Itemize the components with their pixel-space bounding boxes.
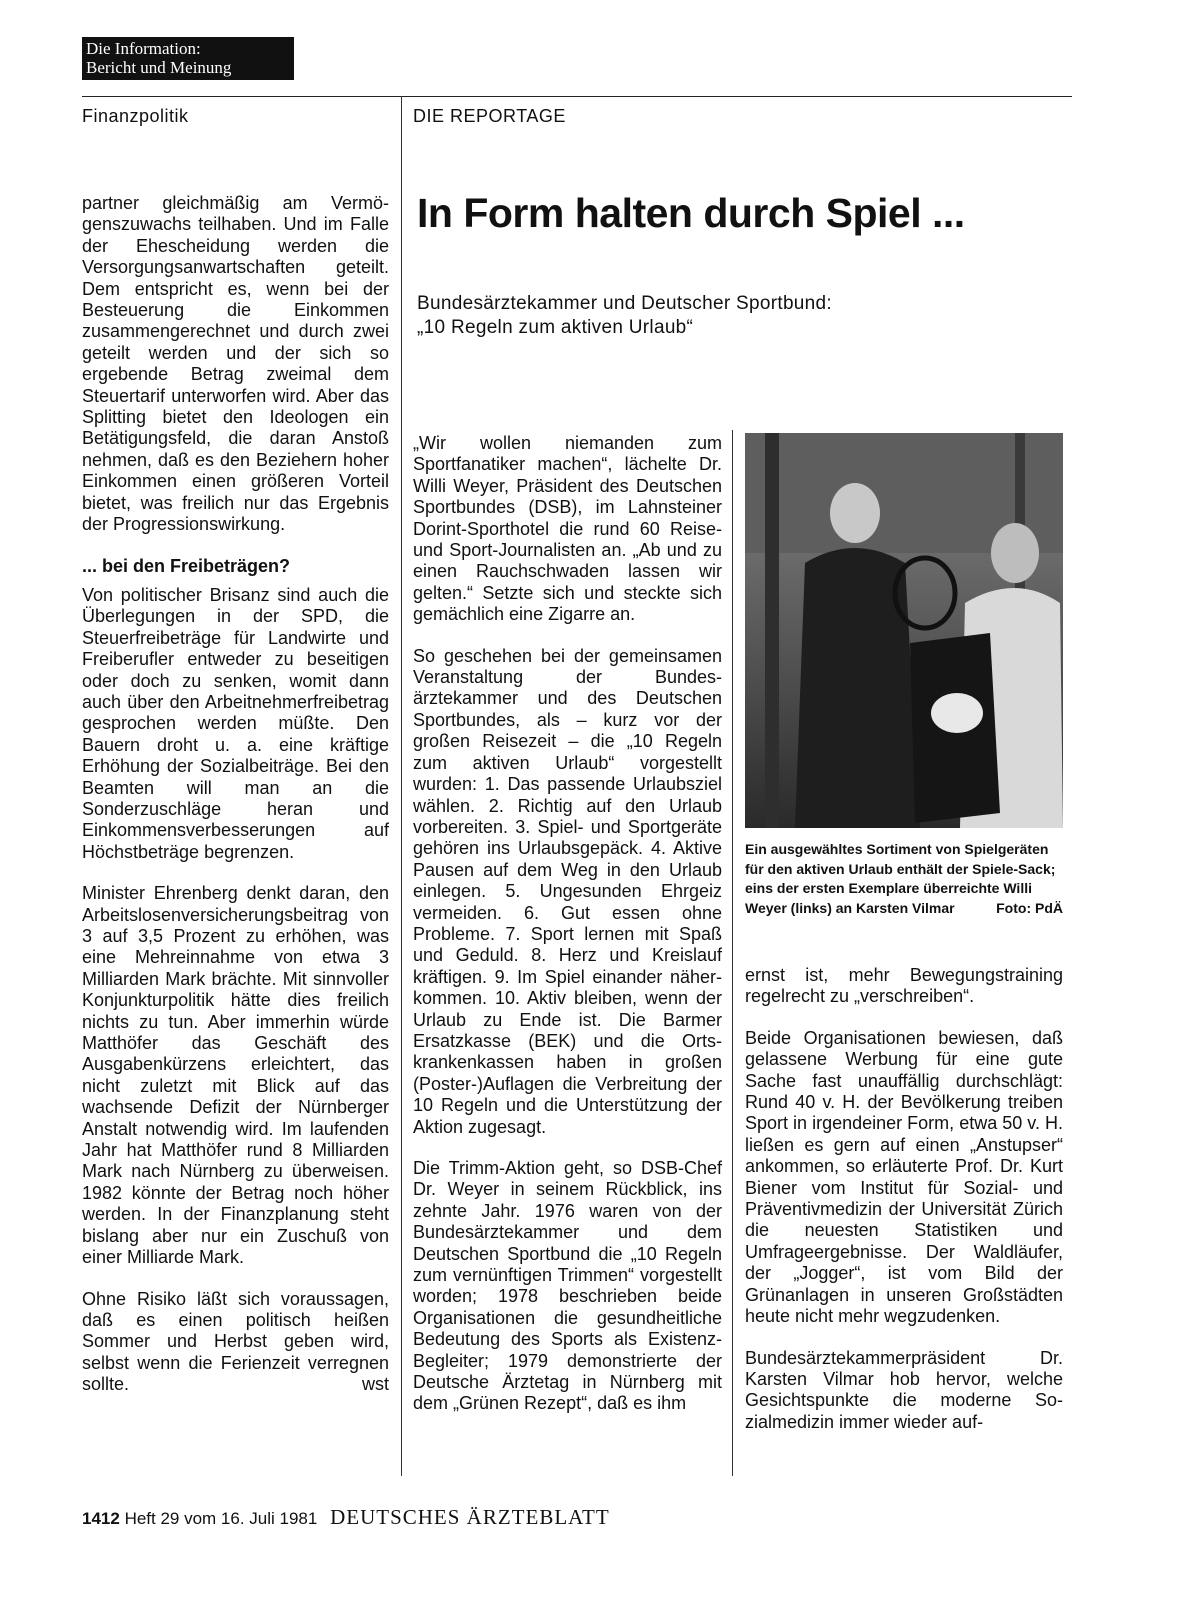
article-subhead-line2: „10 Regeln zum aktiven Urlaub“ bbox=[417, 317, 694, 338]
article-photo bbox=[745, 433, 1063, 828]
right-column bbox=[745, 965, 1063, 1453]
issue-date: Heft 29 vom 16. Juli 1981 bbox=[124, 1509, 318, 1528]
left-paragraph-3: Minister Ehrenberg denkt daran, den Arbeitslosenversicherungsbeitrag von 3 auf 3,5 Prozent zu erhöhen, was eine Mehreinnahme von etwa 3 Milliarden Mark brächte. Mit sinnvoller Konjunkturpolitik hätte dies freilich nichts zu tun. Aber immerhin würde Matthöfer das Geschäft des Ausgabenkürzens erleichtert, das nicht zuletzt mit Blick auf das wachsende Defizit der Nürnberger Anstalt notwendig wird. Im laufenden Jahr hat Matthöfer rund 8 Milliarden Mark nach Nürnberg zu überweisen. 1982 könnte der Betrag noch höher werden. In der Finanzplanung steht bislang aber nur ein Zuschuß von einer Milliarde Mark. bbox=[82, 883, 389, 1268]
left-column bbox=[82, 193, 389, 1416]
photo-caption bbox=[745, 840, 1063, 918]
top-rule bbox=[82, 96, 1072, 97]
section-label-reportage: DIE REPORTAGE bbox=[413, 106, 566, 126]
section-tag bbox=[82, 37, 294, 80]
section-tag-line1: Die Information: bbox=[86, 39, 201, 58]
photo-credit: Foto: PdÄ bbox=[996, 899, 1063, 916]
article-subhead bbox=[417, 292, 1067, 340]
left-paragraph-4 bbox=[82, 1289, 389, 1396]
left-paragraph-4-text: Ohne Risiko läßt sich voraussagen, daß es einen politisch heißen Sommer und Herbst geben wird, selbst wenn die Ferienzeit verregnen sollte. bbox=[82, 1288, 389, 1395]
magazine-name: DEUTSCHES ÄRZTEBLATT bbox=[330, 1505, 610, 1529]
left-subheading: ... bei den Freibeträgen? bbox=[82, 555, 291, 576]
author-signature: wst bbox=[362, 1374, 389, 1395]
section-tag-line2: Bericht und Meinung bbox=[86, 58, 232, 77]
middle-paragraph-2: So geschehen bei der gemeinsamen Veranstaltung der Bundesärztekammer und des Deutschen Sportbundes, als – kurz vor der großen Reisezeit – die „10 Regeln zum aktiven Urlaub“ vorgestellt wurden: 1. Das passende Urlaubsziel wählen. 2. Richtig auf den Urlaub vorbereiten. 3. Spiel- und Sportgeräte gehören ins Urlaubsgepäck. 4. Aktive Pausen auf dem Weg in den Urlaub einlegen. 5. Ungesunden Ehrgeiz vermeiden. 6. Gut essen ohne Probleme. 7. Sport lernen mit Spaß und Geduld. 8. Herz und Kreislauf kräftigen. 9. Im Spiel einander näherkommen. 10. Aktiv bleiben, wenn der Urlaub zu Ende ist. Die Barmer Ersatzkasse (BEK) und die Ortskrankenkassen haben in großen (Poster-)Auflagen die Verbreitung der 10 Regeln und die Unterstützung der Aktion zugesagt. bbox=[413, 645, 722, 1137]
middle-column bbox=[413, 433, 722, 1435]
right-paragraph-1: ernst ist, mehr Bewegungstraining regelrecht zu „verschreiben“. bbox=[745, 965, 1063, 1007]
left-paragraph-2: Von politischer Brisanz sind auch die Überlegungen in der SPD, die Steuerfreibeträge für Landwirte und Freiberufler entweder zu beseitigen oder doch zu senken, womit dann auch über den Arbeitnehmerfreibetrag gesprochen werden müßte. Den Bauern droht u. a. eine kräftige Erhöhung der Sozialbeiträge. Bei den Beamten will man an die Sonderzuschläge heran und Einkommensverbesserungen auf Höchstbeträge begrenzen. bbox=[82, 584, 389, 862]
right-paragraph-2: Beide Organisationen bewiesen, daß gelassene Werbung für eine gute Sache fast unauffällig durchschlägt: Rund 40 v. H. der Bevölkerung treiben Sport in irgendeiner Form, etwa 50 v. H. ließen es gern auf einen „Anstupser“ ankommen, so erläuterte Prof. Dr. Kurt Biener vom Institut für Sozial- und Präventivmedizin der Universität Zürich die neuesten Statistiken und Umfrageergebnisse. Der Waldläufer, der „Jogger“, ist vom Bild der Grünanlagen in unseren Großstädten heute nicht mehr wegzudenken. bbox=[745, 1027, 1063, 1327]
left-paragraph-1: partner gleichmäßig am Vermögenszuwachs teilhaben. Und im Falle der Ehescheidung werden die Versorgungsanwartschaften geteilt. Dem entspricht es, wenn bei der Besteuerung die Einkommen zusammengerechnet und durch zwei geteilt werden und der sich so ergebende Betrag zweimal dem Steuertarif unterworfen wird. Aber das Splitting bietet den Ideologen ein Betätigungsfeld, die daran Anstoß nehmen, daß es den Beziehern hoher Einkommen einen größeren Vorteil bietet, was freilich nur das Ergebnis der Progressionswirkung. bbox=[82, 193, 389, 535]
article-headline: In Form halten durch Spiel ... bbox=[417, 190, 965, 236]
column-divider-left bbox=[401, 96, 402, 1476]
page-number: 1412 bbox=[82, 1509, 120, 1528]
middle-paragraph-1: „Wir wollen niemanden zum Sportfanatiker machen“, lächelte Dr. Willi Weyer, Präsident des Deutschen Sportbundes (DSB), im Lahnsteiner Dorint-Sporthotel die rund 60 Reise- und Sport-Journalisten an. „Ab und zu einen Rauchschwaden lassen wir gelten.“ Setzte sich und steckte sich gemächlich eine Zigarre an. bbox=[413, 433, 722, 625]
photo-caption-text: Ein ausgewähltes Sortiment von Spielgeräten für den aktiven Urlaub enthält der Spiele-Sack; eins der ersten Exemplare überreichte Willi Weyer (links) an Karsten Vilmar bbox=[745, 841, 1056, 916]
article-subhead-line1: Bundesärztekammer und Deutscher Sportbund: bbox=[417, 293, 832, 314]
right-paragraph-3: Bundesärztekammerpräsident Dr. Karsten Vilmar hob hervor, welche Gesichtspunkte die moderne Sozialmedizin immer wieder auf- bbox=[745, 1347, 1063, 1432]
section-label-finanzpolitik: Finanzpolitik bbox=[82, 106, 189, 126]
page-footer bbox=[82, 1505, 610, 1530]
middle-paragraph-3: Die Trimm-Aktion geht, so DSB-Chef Dr. Weyer in seinem Rückblick, ins zehnte Jahr. 1976 waren von der Bundesärztekammer und dem Deutschen Sportbund die „10 Regeln zum vernünftigen Trimmen“ vorgestellt worden; 1978 beschrieben beide Organisationen die gesundheitliche Bedeutung des Sports als Existenz-Begleiter; 1979 demonstrierte der Deutsche Ärztetag in Nürnberg mit dem „Grünen Rezept“, daß es ihm bbox=[413, 1158, 722, 1414]
column-divider-right bbox=[732, 430, 733, 1476]
photo-illustration bbox=[745, 433, 1063, 828]
